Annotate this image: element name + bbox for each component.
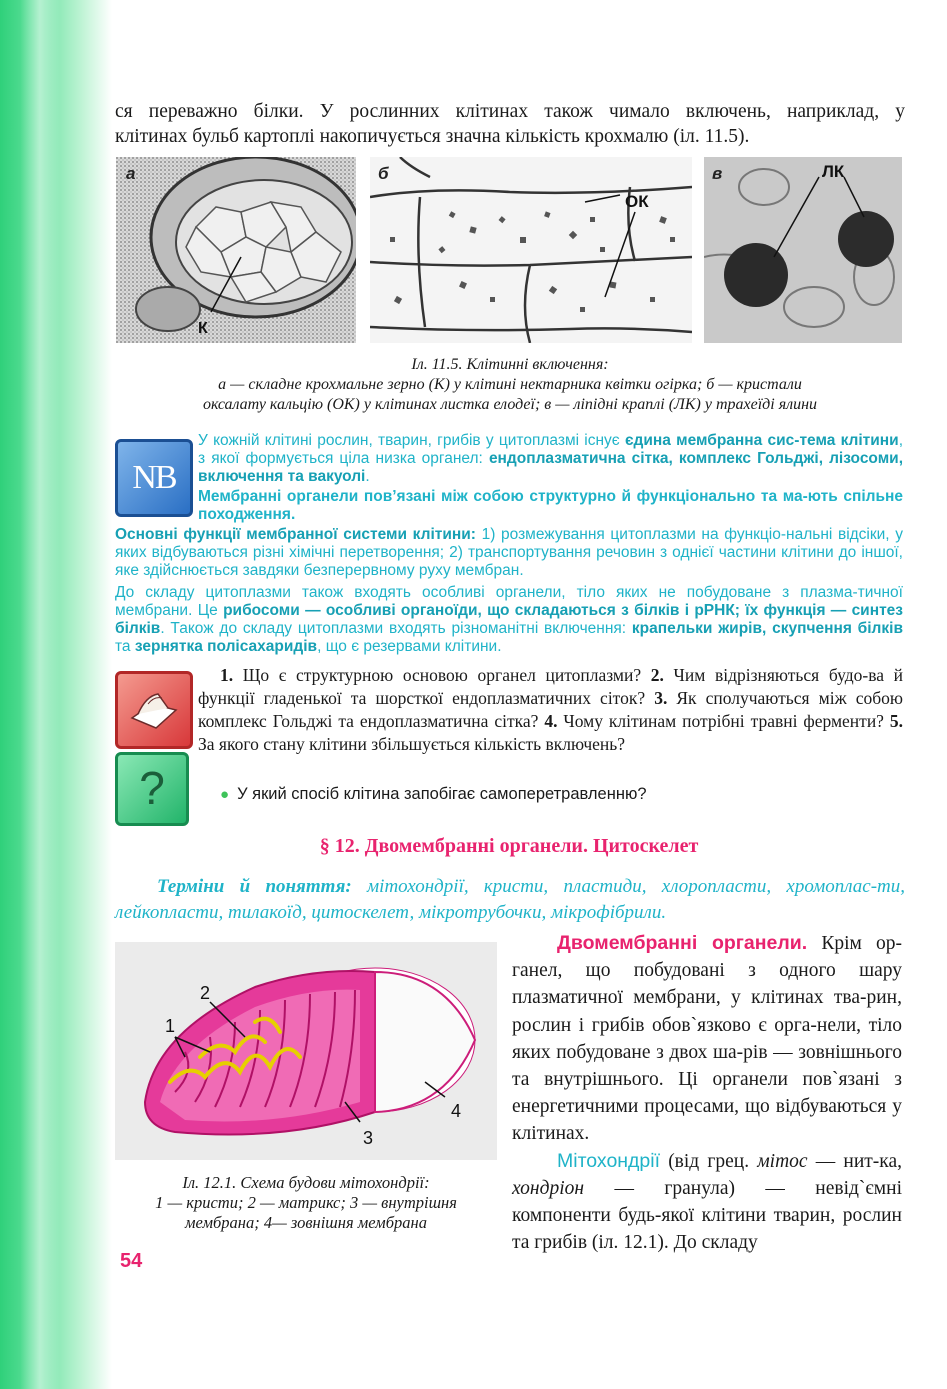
mitochondrion-label-1: 1 — [165, 1016, 176, 1036]
figure-11-5-label-ok: ОК — [625, 192, 649, 211]
subheading-double-membrane: Двомембранні органели. — [557, 932, 808, 954]
question-3-num: 3. — [654, 688, 668, 708]
mitochondrion-diagram — [115, 942, 497, 1160]
figure-11-5-label-b: б — [378, 164, 389, 183]
figure-11-5-caption-line-1: а — складне крохмальне зерно (К) у клітині нектарника квітки огірка; б — кристали — [218, 376, 802, 393]
mitochondrion-label-4: 4 — [451, 1101, 462, 1121]
question-2: Чим відрізняються будо-ва й функції гладенької та шорсткої ендоплазматичних сіток? — [198, 665, 903, 708]
figure-12-1-caption — [115, 1173, 497, 1233]
nb-term-ribosomes: рибосоми — особливі органоїди, що складаються з білків і рРНК; їх функція — синтез білків — [115, 602, 903, 637]
figure-12-1-caption-line-2: мембрана; 4— зовнішня мембрана — [185, 1213, 427, 1232]
nb-functions-heading: Основні функції мембранної системи клітини: — [115, 526, 476, 543]
figure-11-5-caption — [115, 355, 905, 415]
section-terms: Терміни й поняття: мітохондрії, кристи, пластиди, хлоропласти, хромоплас-ти, лейкопласти, тилакоїд, цитоскелет, мікротрубочки, мікрофібрили. — [115, 876, 905, 923]
figure-11-5-label-a: а — [126, 164, 136, 183]
intro-line-1: ся переважно білки. У рослинних клітинах також чимало включень, наприклад, у — [115, 101, 905, 122]
intro-line-2: клітинах бульб картоплі накопичується значна кількість крохмалю (іл. 11.5). — [115, 126, 750, 147]
figure-11-5-caption-title: Іл. 11.5. Клітинні включення: — [411, 356, 609, 373]
question-1-num: 1. — [220, 665, 234, 685]
nb-paragraph-3: До складу цитоплазми також входять особливі органели, тіло яких не побудоване з плазма-тичної мембрани. Це рибосоми — особливі органоїди, що складаються з білків і рРНК; їх функція — синтез білків. Також до складу цитоплазми входять різноманітні включення: крапельки жирів, скупчення білків та зернятка полісахаридів, що є резервами клітини. — [115, 584, 903, 655]
terms-label: Терміни й поняття: — [157, 876, 352, 897]
mitochondrion-label-2: 2 — [200, 983, 211, 1003]
question-2-num: 2. — [650, 665, 664, 685]
term-mitochondria: Мітохондрії — [557, 1149, 661, 1172]
mitochondrion-label-3: 3 — [363, 1128, 374, 1148]
nb-paragraph-1: У кожній клітині рослин, тварин, грибів у цитоплазмі існує єдина мембранна сис-тема клітини, з якої формується ціла низка органел: ендоплазматична сітка, комплекс Гольджі, лізосоми, включення та вакуолі. — [198, 432, 904, 485]
page-number: 54 — [120, 1250, 143, 1272]
decorative-stripe-highlight — [20, 0, 60, 1389]
body-text: Двомембранні органели. Крім ор-ганел, що побудовані з одного шару плазматичної мембрани, у клітинах тва-рин, рослин і грибів обов`язково є орга-нели, тіло яких побудоване з двох ша-рів — зовнішнього та внутрішнього. Ці органели пов`язані з енергетичними процесами, що відбуваються у клітинах. Мітохондрії (від грец. мітос — нит-ка, хондріон — гранула) — невід`ємні компоненти будь-якої клітини тварин, рослин та грибів (іл. 12.1). До складу — [512, 932, 902, 1254]
nb-paragraph-2: Основні функції мембранної системи клітини: 1) розмежування цитоплазми на функціо-нальні відсіки, у яких відбуваються різні хімічні перетворення; 2) транспортування речовин з однієї частини клітини до іншої, яке здійснюється завдяки безперервному руху мембран. — [115, 526, 904, 579]
figure-12-1-caption-line-1: 1 — кристи; 2 — матрикс; 3 — внутрішня — [155, 1193, 457, 1212]
nb-icon — [115, 439, 193, 517]
question-mark-icon: ? — [115, 752, 189, 826]
figure-11-5-image-v — [704, 157, 902, 343]
figure-11-5-caption-line-2: оксалату кальцію (ОК) у клітинах листка елодеї; в — ліпідні краплі (ЛК) у трахеїді ялини — [202, 396, 818, 413]
extra-question: ● У який спосіб клітина запобігає самоперетравленню? — [220, 785, 647, 803]
nb-bold-statement: Мембранні органели пов’язані між собою структурно й функціонально та ма-ють спільне походження. — [198, 488, 903, 523]
figure-11-5-label-k: К — [198, 320, 208, 337]
question-1: Що є структурною основою органел цитоплазми? — [233, 665, 651, 685]
nb-term-membrane-system: єдина мембранна сис-тема клітини — [624, 432, 899, 449]
nb-icon-text: NB — [132, 459, 176, 496]
intro-paragraph — [115, 99, 905, 149]
question-4-num: 4. — [544, 711, 558, 731]
question-5: За якого стану клітини збільшується кількість включень? — [198, 734, 626, 754]
question-4: Чому клітинам потрібні травні ферменти? — [557, 711, 890, 731]
book-icon — [115, 671, 193, 749]
question-3: Як сполучаються між собою комплекс Гольджі та ендоплазматична сітка? — [198, 688, 903, 731]
question-5-num: 5. — [889, 711, 904, 731]
nb-term-organelles: ендоплазматична сітка, комплекс Гольджі, лізосоми, включення та вакуолі — [198, 450, 904, 485]
section-heading: § 12. Двомембранні органели. Цитоскелет — [319, 835, 699, 857]
figure-12-1-caption-title: Іл. 12.1. Схема будови мітохондрії: — [182, 1173, 430, 1192]
review-questions — [198, 664, 903, 756]
figure-11-5-image-a — [116, 157, 356, 343]
figure-11-5-label-lk: ЛК — [822, 162, 845, 181]
bullet-icon: ● — [220, 786, 230, 803]
figure-11-5-label-v: в — [712, 164, 723, 183]
figure-11-5-image-b — [370, 157, 692, 343]
